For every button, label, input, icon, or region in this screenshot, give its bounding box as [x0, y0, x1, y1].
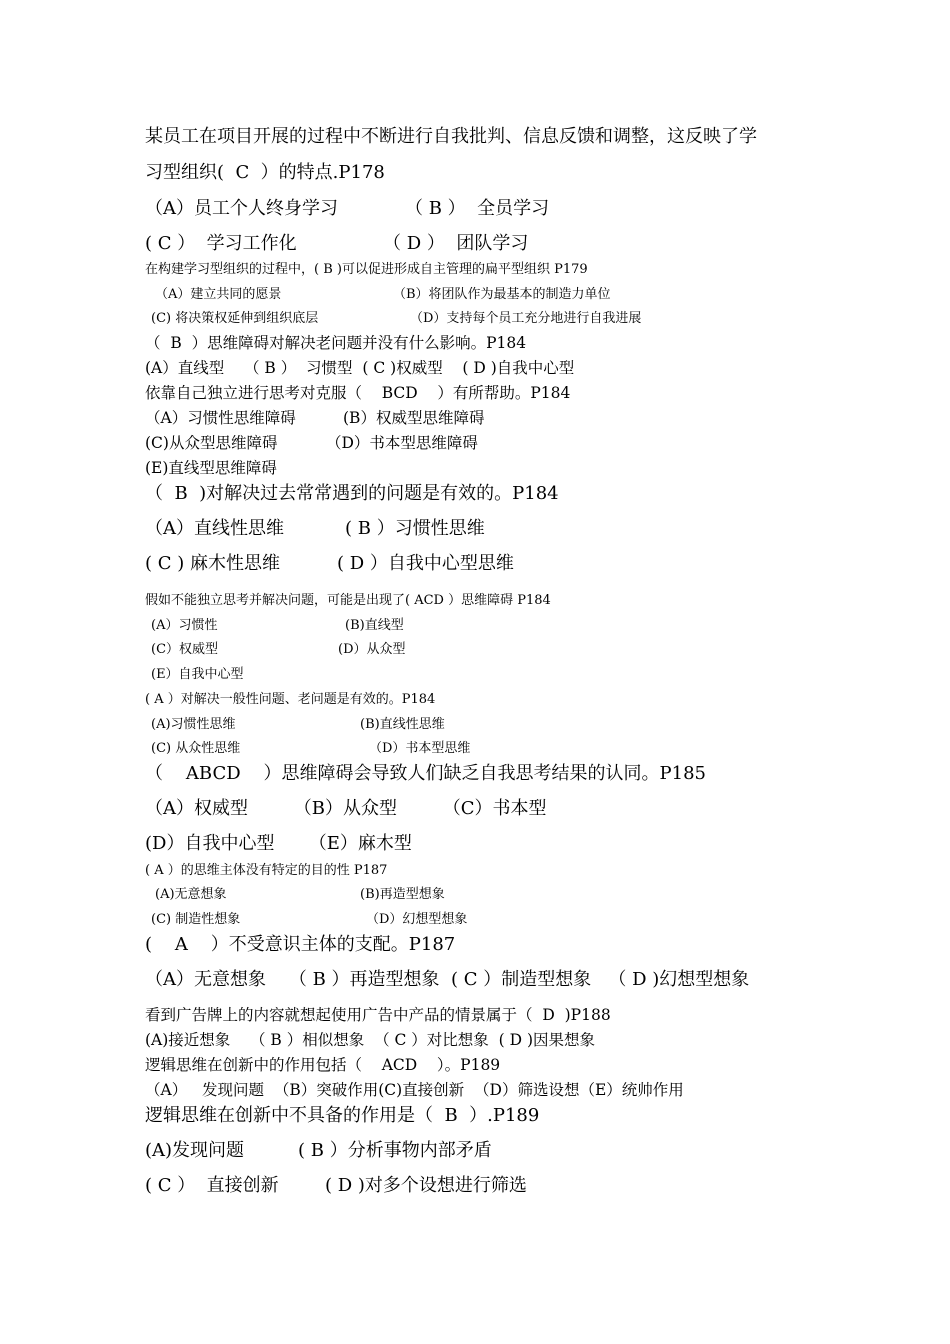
question-7-option-d: （D）书本型思维: [369, 741, 471, 756]
question-8-stem: （ ABCD ）思维障碍会导致人们缺乏自我思考结果的认同。P185: [145, 763, 707, 784]
question-1-option-b: （ B ） 全员学习: [405, 198, 550, 219]
question-13-option-d: ( D )对多个设想进行筛选: [325, 1175, 527, 1196]
question-2-stem: 在构建学习型组织的过程中，( B )可以促进形成自主管理的扁平型组织 P179: [145, 262, 588, 277]
question-12-options: （A） 发现问题 （B）突破作用(C)直接创新 （D）筛选设想（E）统帅作用: [145, 1081, 684, 1099]
question-1-option-d: （ D ） 团队学习: [383, 233, 529, 254]
question-6-option-a: (A）习惯性: [151, 618, 218, 633]
question-5-stem: （ B )对解决过去常常遇到的问题是有效的。P184: [145, 483, 559, 504]
question-4-stem: 依靠自己独立进行思考对克服（ BCD ）有所帮助。P184: [145, 384, 571, 402]
question-6-option-e: (E）自我中心型: [151, 667, 244, 682]
question-4-option-b: (B）权威型思维障碍: [343, 409, 485, 427]
question-9-option-b: (B)再造型想象: [360, 887, 445, 902]
question-9-option-a: (A)无意想象: [155, 887, 227, 902]
question-5-option-a: （A）直线性思维: [145, 518, 284, 539]
question-12-stem: 逻辑思维在创新中的作用包括（ ACD ）。P189: [145, 1056, 501, 1074]
question-7-stem: ( A ）对解决一般性问题、老问题是有效的。P184: [145, 692, 436, 707]
question-9-option-d: （D）幻想型想象: [366, 912, 468, 927]
question-7-option-c: (C) 从众性思维: [151, 741, 241, 756]
question-13-stem: 逻辑思维在创新中不具备的作用是（ B ）.P189: [145, 1105, 540, 1126]
question-2-option-a: （A）建立共同的愿景: [155, 287, 282, 302]
question-1-option-a: （A）员工个人终身学习: [145, 198, 338, 219]
question-6-stem: 假如不能独立思考并解决问题，可能是出现了( ACD ）思维障碍 P184: [145, 593, 551, 608]
question-9-option-c: (C) 制造性想象: [151, 912, 241, 927]
question-6-option-c: (C）权威型: [151, 642, 219, 657]
question-3-options: (A）直线型 （ B ） 习惯型 ( C )权威型 ( D )自我中心型: [145, 359, 575, 377]
question-5-option-c: ( C ) 麻木性思维: [145, 553, 280, 574]
question-13-option-a: (A)发现问题: [145, 1140, 245, 1161]
question-1-stem-line-2: 习型组织( C ）的特点.P178: [145, 162, 385, 183]
question-6-option-d: (D）从众型: [338, 642, 406, 657]
question-13-option-b: ( B ）分析事物内部矛盾: [298, 1140, 492, 1161]
question-4-option-e: (E)直线型思维障碍: [145, 459, 277, 477]
question-8-options-line-2: (D）自我中心型 （E）麻木型: [145, 833, 412, 854]
question-6-option-b: (B)直线型: [345, 618, 404, 633]
question-8-options-line-1: （A）权威型 （B）从众型 （C）书本型: [145, 798, 547, 819]
question-2-option-d: （D）支持每个员工充分地进行自我进展: [410, 311, 642, 326]
question-10-stem: ( A ）不受意识主体的支配。P187: [145, 934, 456, 955]
question-5-option-d: ( D ）自我中心型思维: [337, 553, 514, 574]
question-11-options: (A)接近想象 （ B ）相似想象 （ C ）对比想象 ( D )因果想象: [145, 1031, 596, 1049]
question-5-option-b: ( B ）习惯性思维: [345, 518, 485, 539]
question-2-option-b: （B）将团队作为最基本的制造力单位: [393, 287, 611, 302]
question-4-option-a: （A）习惯性思维障碍: [145, 409, 296, 427]
question-9-stem: ( A ）的思维主体没有特定的目的性 P187: [145, 863, 388, 878]
question-2-option-c: (C) 将决策权延伸到组织底层: [151, 311, 319, 326]
question-4-option-c: (C)从众型思维障碍: [145, 434, 278, 452]
question-10-options: （A）无意想象 （ B ）再造型想象 ( C ）制造型想象 （ D )幻想型想象: [145, 969, 750, 990]
question-4-option-d: （D）书本型思维障碍: [326, 434, 478, 452]
question-13-option-c: ( C ） 直接创新: [145, 1175, 279, 1196]
question-7-option-a: (A)习惯性思维: [151, 717, 236, 732]
question-7-option-b: (B)直线性思维: [360, 717, 445, 732]
question-1-stem-line-1: 某员工在项目开展的过程中不断进行自我批判、信息反馈和调整，这反映了学: [145, 126, 757, 147]
question-11-stem: 看到广告牌上的内容就想起使用广告中产品的情景属于（ D )P188: [145, 1006, 611, 1024]
question-1-option-c: ( C ） 学习工作化: [145, 233, 297, 254]
question-3-stem: （ B ）思维障碍对解决老问题并没有什么影响。P184: [145, 334, 527, 352]
